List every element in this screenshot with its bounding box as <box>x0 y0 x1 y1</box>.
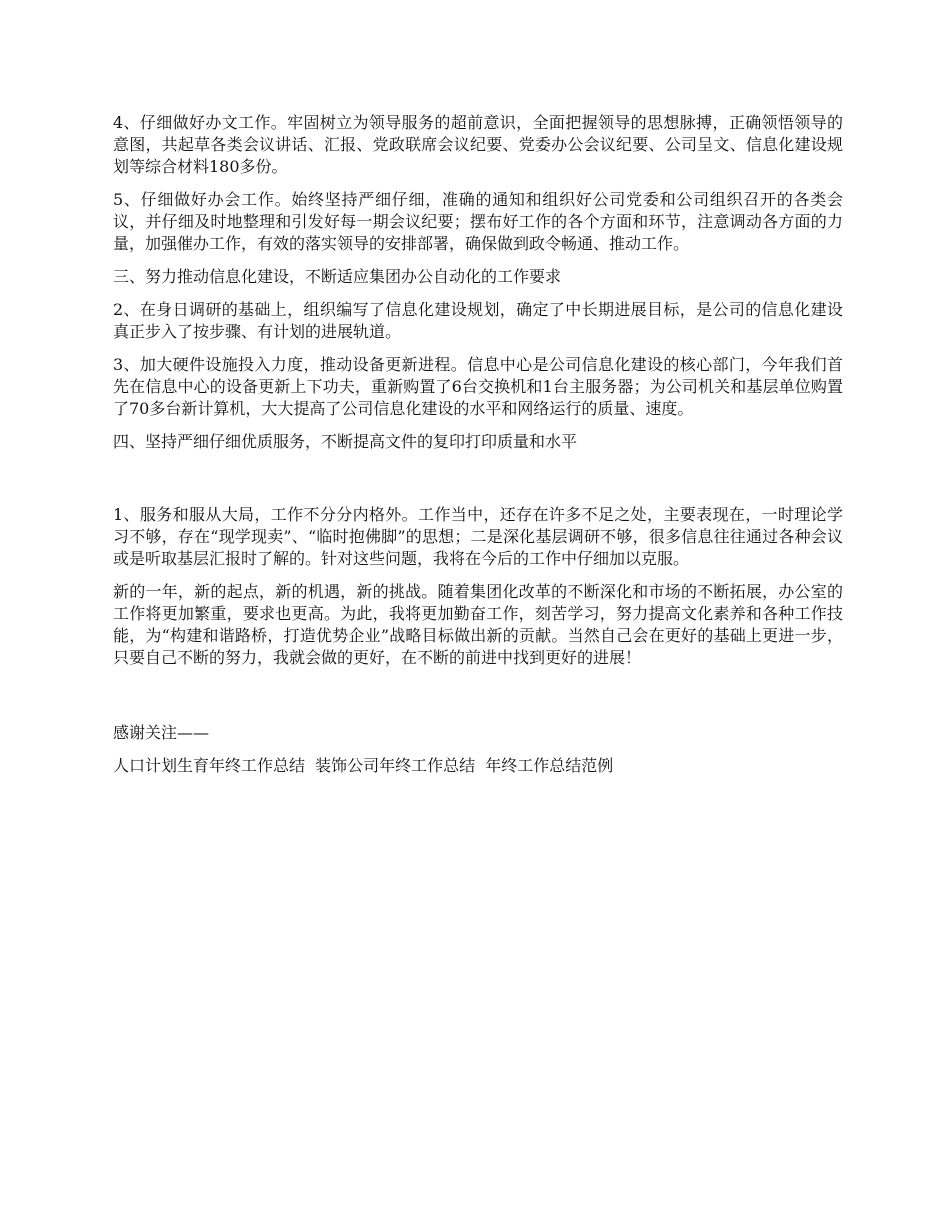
related-link[interactable]: 人口计划生育年终工作总结 <box>113 756 306 775</box>
section-3-paragraph-2: 2、在身日调研的基础上，组织编写了信息化建设规划，确定了中长期进展目标，是公司的信息化建设真正步入了按步骤、有计划的进展轨道。 <box>113 300 843 341</box>
document-page <box>113 112 843 777</box>
section-3-heading: 三、努力推动信息化建设，不断适应集团办公自动化的工作要求 <box>113 267 562 286</box>
spacer <box>113 464 843 504</box>
related-link[interactable]: 装饰公司年终工作总结 <box>315 756 476 775</box>
section-4-heading: 四、坚持严细仔细优质服务，不断提高文件的复印打印质量和水平 <box>113 432 578 451</box>
thanks-text: 感谢关注—— <box>113 723 210 742</box>
section-4-paragraph-1: 1、服务和服从大局，工作不分分内格外。工作当中，还存在许多不足之处，主要表现在，一时理论学习不够，存在“现学现卖”、“临时抱佛脚”的思想；二是深化基层调研不够，很多信息往往通过各种会议或是听取基层汇报时了解的。针对这些问题，我将在今后的工作中仔细加以克服。 <box>113 505 843 568</box>
related-links <box>113 755 843 777</box>
paragraph-item-5: 5、仔细做好办会工作。始终坚持严细仔细，准确的通知和组织好公司党委和公司组织召开的各类会议，并仔细及时地整理和引发好每一期会议纪要；摆布好工作的各个方面和环节，注意调动各方面的力量，加强催办工作，有效的落实领导的安排部署，确保做到政令畅通、推动工作。 <box>113 190 843 253</box>
section-3-paragraph-3: 3、加大硬件设施投入力度，推动设备更新进程。信息中心是公司信息化建设的核心部门，今年我们首先在信息中心的设备更新上下功夫，重新购置了6台交换机和1台主服务器；为公司机关和基层单位购置了70多台新计算机，大大提高了公司信息化建设的水平和网络运行的质量、速度。 <box>113 355 843 418</box>
paragraph-item-4: 4、仔细做好办文工作。牢固树立为领导服务的超前意识，全面把握领导的思想脉搏，正确领悟领导的意图，共起草各类会议讲话、汇报、党政联席会议纪要、党委办公会议纪要、公司呈文、信息化建设规划等综合材料180多份。 <box>113 113 843 176</box>
spacer <box>113 680 843 722</box>
closing-paragraph: 新的一年，新的起点，新的机遇，新的挑战。随着集团化改革的不断深化和市场的不断拓展，办公室的工作将更加繁重，要求也更高。为此，我将更加勤奋工作，刻苦学习，努力提高文化素养和各种工作技能，为“构建和谐路桥，打造优势企业”战略目标做出新的贡献。当然自己会在更好的基础上更进一步，只要自己不断的努力，我就会做的更好，在不断的前进中找到更好的进展！ <box>113 582 843 667</box>
related-link[interactable]: 年终工作总结范例 <box>485 756 614 775</box>
